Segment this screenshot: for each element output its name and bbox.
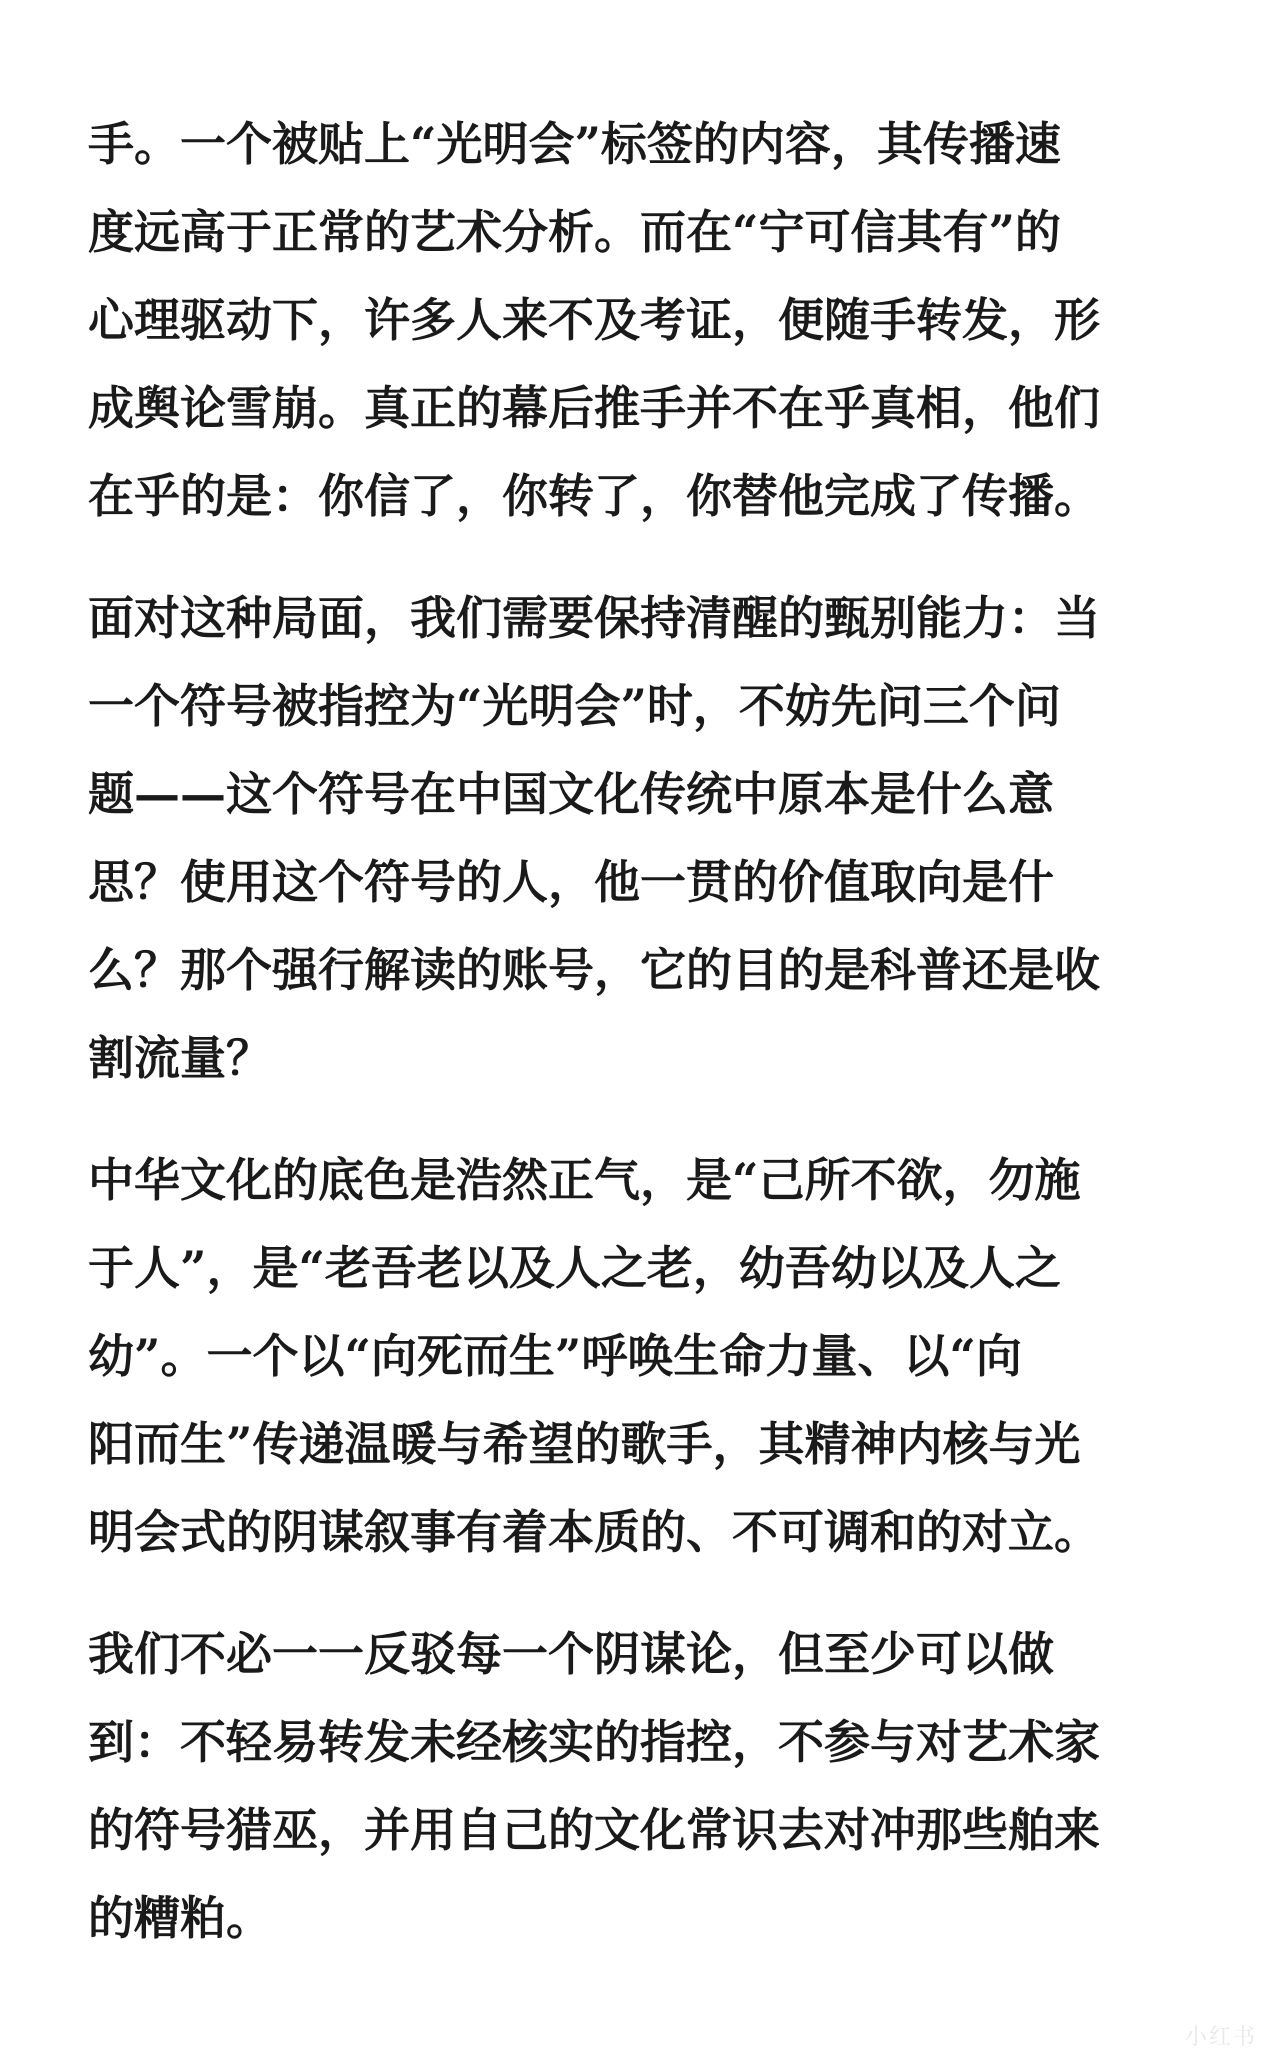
paragraph-1: 手。一个被贴上“光明会”标签的内容，其传播速 度远高于正常的艺术分析。而在“宁可信其有”的 心理驱动下，许多人来不及考证，便随手转发，形 成舆论雪崩。真正的幕后推手并不在乎真相，他们 在乎的是：你信了，你转了，你替他完成了传播。 (88, 117, 1100, 523)
paragraph-3: 中华文化的底色是浩然正气，是“己所不欲，勿施 于人”，是“老吾老以及人之老，幼吾幼以及人之 幼”。一个以“向死而生”呼唤生命力量、以“向 阳而生”传递温暖与希望的歌手，其精神内核与光 明会式的阴谋叙事有着本质的、不可调和的对立。 (88, 1153, 1100, 1559)
paragraph-4: 我们不必一一反驳每一个阴谋论，但至少可以做 到：不轻易转发未经核实的指控，不参与对艺术家 的符号猎巫，并用自己的文化常识去对冲那些舶来 的糟粕。 (88, 1627, 1100, 1945)
article-body (88, 100, 1192, 1996)
watermark-logo: 小红书 (1184, 2025, 1257, 2050)
paragraph-2: 面对这种局面，我们需要保持清醒的甄别能力：当 一个符号被指控为“光明会”时，不妨先问三个问 题——这个符号在中国文化传统中原本是什么意 思？使用这个符号的人，他一贯的价值取向是什 么？那个强行解读的账号，它的目的是科普还是收 割流量？ (88, 591, 1100, 1085)
